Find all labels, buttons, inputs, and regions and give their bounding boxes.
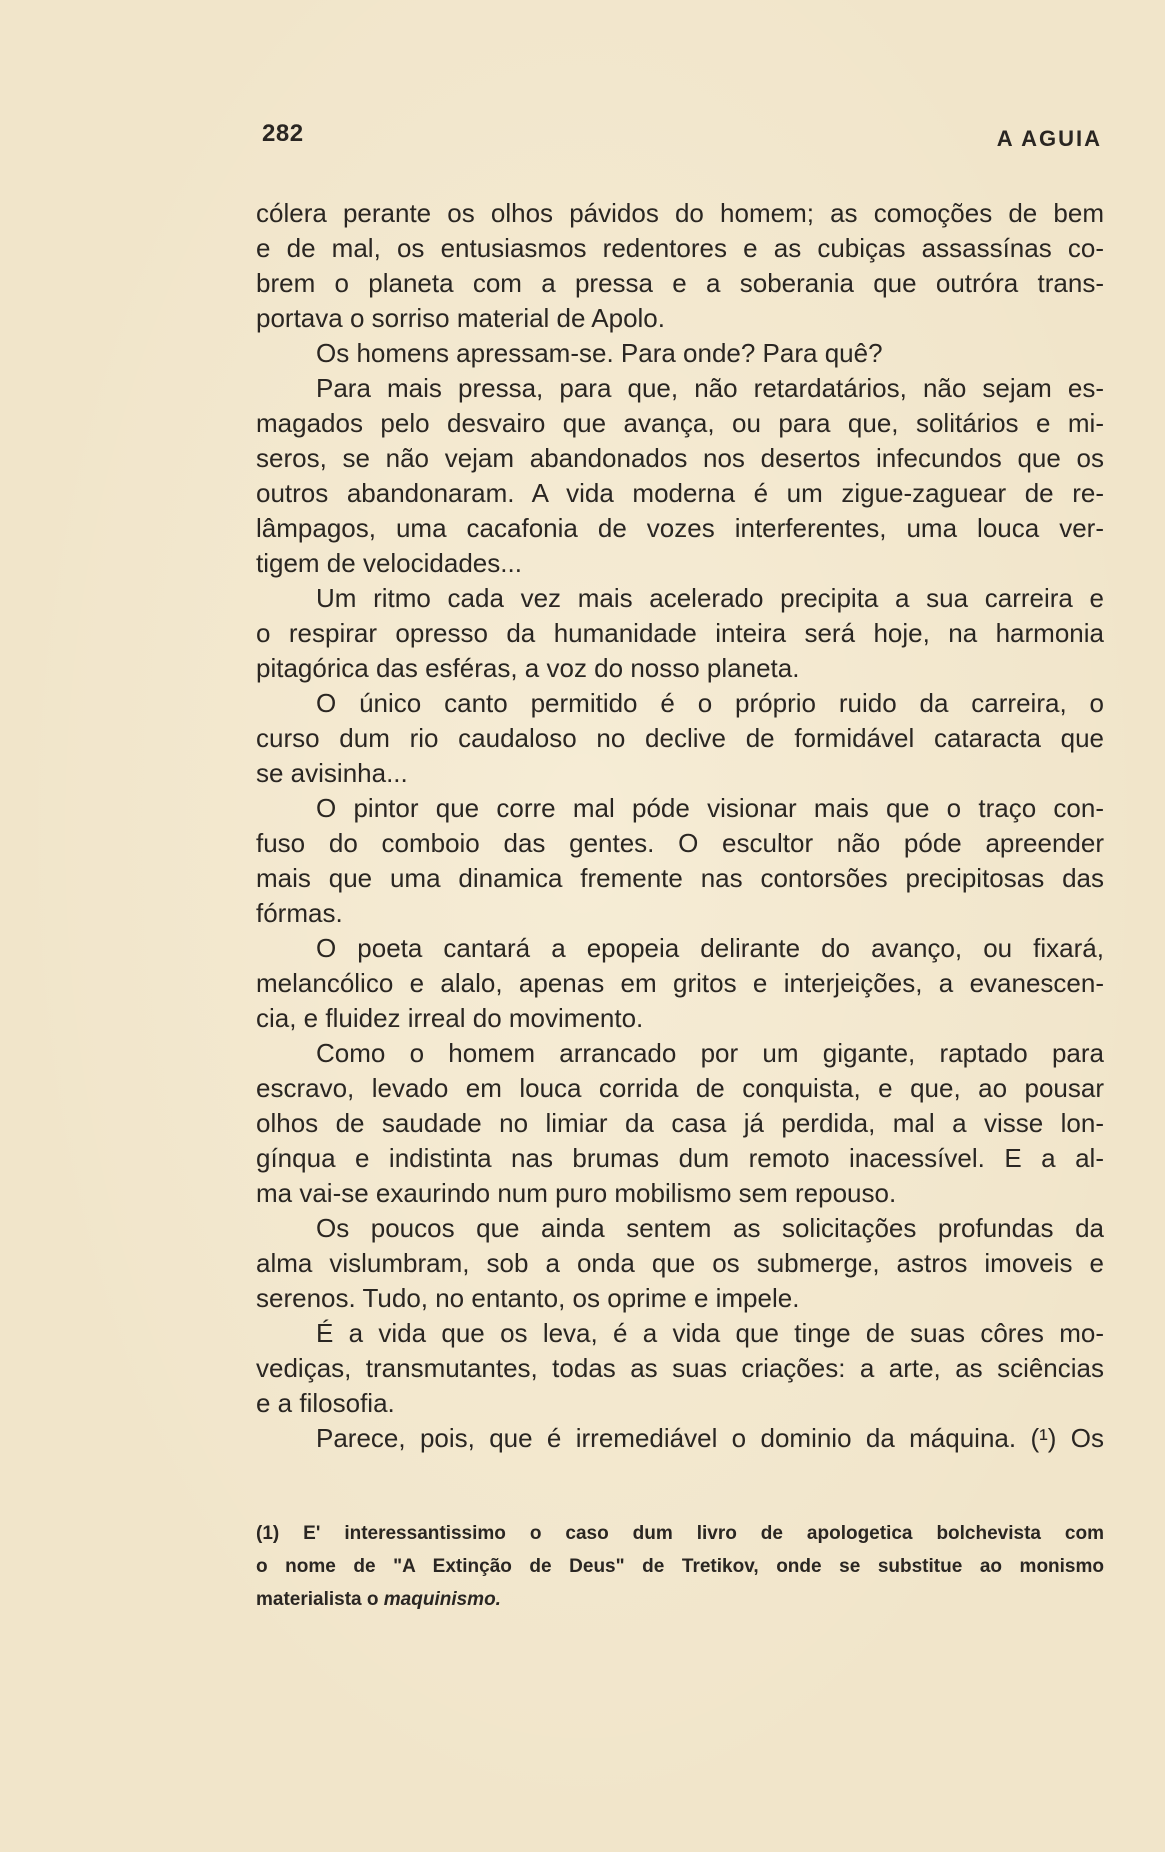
text-line: pitagórica das esféras, a voz do nosso planeta. <box>256 653 800 683</box>
text-line: cólera perante os olhos pávidos do homem; as comoções de bem <box>256 198 1104 228</box>
text-line: O pintor que corre mal póde visionar mais que o traço con- <box>316 793 1104 823</box>
footnote-line: o nome de "A Extinção de Deus" de Tretikov, onde se substitue ao monismo <box>256 1556 1104 1577</box>
text-line: serenos. Tudo, no entanto, os oprime e impele. <box>256 1283 800 1313</box>
text-line: brem o planeta com a pressa e a soberania que outróra trans- <box>256 268 1104 298</box>
footnote-line <box>256 1583 1104 1616</box>
text-line: Um ritmo cada vez mais acelerado precipita a sua carreira e <box>316 583 1104 613</box>
body-text <box>256 196 1104 1456</box>
text-line: olhos de saudade no limiar da casa já perdida, mal a visse lon- <box>256 1108 1104 1138</box>
text-line: lâmpagos, uma cacafonia de vozes interferentes, uma louca ver- <box>256 513 1104 543</box>
text-line: cia, e fluidez irreal do movimento. <box>256 1003 644 1033</box>
footnotes <box>256 1517 1104 1616</box>
text-line: o respirar opresso da humanidade inteira será hoje, na harmonia <box>256 618 1104 648</box>
text-line: vediças, transmutantes, todas as suas criações: a arte, as sciências <box>256 1353 1104 1383</box>
page-header <box>262 120 1102 160</box>
text-line: O poeta cantará a epopeia delirante do avanço, ou fixará, <box>316 933 1104 963</box>
footnote-emphasis: maquinismo. <box>383 1589 501 1610</box>
running-head: A AGUIA <box>996 126 1102 151</box>
text-line: outros abandonaram. A vida moderna é um zigue-zaguear de re- <box>256 478 1104 508</box>
text-line: tigem de velocidades... <box>256 548 522 578</box>
text-line: portava o sorriso material de Apolo. <box>256 303 665 333</box>
text-line: escravo, levado em louca corrida de conquista, e que, ao pousar <box>256 1073 1104 1103</box>
text-line: Os poucos que ainda sentem as solicitações profundas da <box>316 1213 1104 1243</box>
text-line: Parece, pois, que é irremediável o dominio da máquina. (¹) Os <box>316 1423 1104 1453</box>
text-line: e de mal, os entusiasmos redentores e as cubiças assassínas co- <box>256 233 1104 263</box>
text-line: Para mais pressa, para que, não retardatários, não sejam es- <box>316 373 1104 403</box>
footnote-text: materialista o <box>256 1589 384 1610</box>
text-line: alma vislumbram, sob a onda que os submerge, astros imoveis e <box>256 1248 1104 1278</box>
footnote-line: (1) E' interessantissimo o caso dum livro de apologetica bolchevista com <box>256 1523 1104 1544</box>
text-line: É a vida que os leva, é a vida que tinge de suas côres mo- <box>316 1318 1104 1348</box>
text-line: mais que uma dinamica fremente nas contorsões precipitosas das <box>256 863 1104 893</box>
text-line: melancólico e alalo, apenas em gritos e interjeições, a evanescen- <box>256 968 1104 998</box>
text-line: magados pelo desvairo que avança, ou para que, solitários e mi- <box>256 408 1104 438</box>
text-line: seros, se não vejam abandonados nos desertos infecundos que os <box>256 443 1104 473</box>
text-line: fórmas. <box>256 898 343 928</box>
text-line: ma vai-se exaurindo num puro mobilismo sem repouso. <box>256 1178 897 1208</box>
text-line: Como o homem arrancado por um gigante, raptado para <box>316 1038 1104 1068</box>
text-line: O único canto permitido é o próprio ruido da carreira, o <box>316 688 1104 718</box>
text-line: fuso do comboio das gentes. O escultor não póde apreender <box>256 828 1104 858</box>
text-line: Os homens apressam-se. Para onde? Para quê? <box>316 338 883 368</box>
text-line: se avisinha... <box>256 758 408 788</box>
page-number: 282 <box>262 120 304 147</box>
text-line: e a filosofia. <box>256 1388 395 1418</box>
text-line: curso dum rio caudaloso no declive de formidável cataracta que <box>256 723 1104 753</box>
text-line: gínqua e indistinta nas brumas dum remoto inacessível. E a al- <box>256 1143 1104 1173</box>
